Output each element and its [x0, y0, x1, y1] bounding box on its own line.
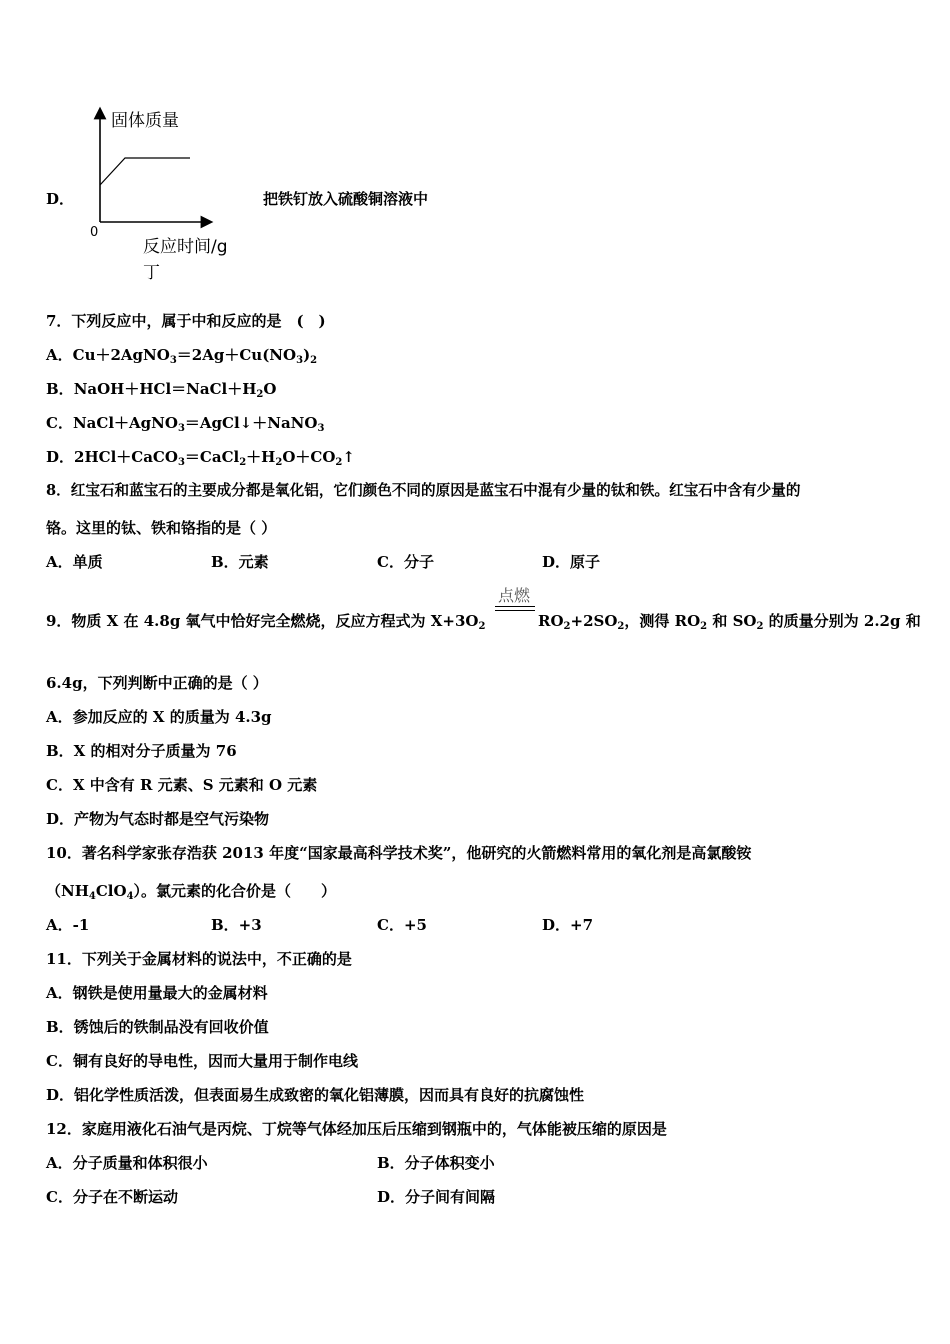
q7-option-c: C．NaCl＋AgNO$_3$＝AgCl↓＋NaNO$_3$ — [46, 414, 325, 434]
q8-stem-line1: 8．红宝石和蓝宝石的主要成分都是氧化铝，它们颜色不同的原因是蓝宝石中混有少量的钛和铁。红宝石中含有少量的 — [46, 482, 801, 499]
q12-option-a: A．分子质量和体积很小 — [46, 1154, 208, 1172]
q8-option-b: B．元素 — [211, 553, 269, 571]
q10-option-b: B．+3 — [211, 916, 262, 934]
q9-option-a: A．参加反应的 X 的质量为 4.3g — [46, 708, 272, 726]
q11-option-c: C．铜有良好的导电性，因而大量用于制作电线 — [46, 1052, 358, 1070]
q12-option-d: D．分子间有间隔 — [377, 1188, 496, 1206]
q10-stem-line1: 10．著名科学家张存浩获 2013 年度“国家最高科学技术奖”，他研究的火箭燃料常用的氧化剂是高氯酸铵 — [46, 844, 752, 862]
q9-stem-part1: 9．物质 X 在 4.8g 氧气中恰好完全燃烧，反应方程式为 $X+3O_2$ — [46, 612, 486, 632]
q10-option-d: D．+7 — [542, 916, 594, 934]
graph-x-label: 反应时间/g — [143, 237, 228, 257]
q10-option-a: A．-1 — [46, 916, 90, 934]
equals-line-bottom — [495, 610, 535, 611]
graph-curve — [100, 158, 190, 185]
q8-option-a: A．单质 — [46, 553, 103, 571]
q11-option-b: B．锈蚀后的铁制品没有回收价值 — [46, 1018, 269, 1036]
graph-origin: 0 — [90, 225, 99, 240]
solid-mass-graph — [85, 105, 245, 285]
q11-option-a: A．钢铁是使用量最大的金属材料 — [46, 984, 268, 1002]
q11-stem: 11．下列关于金属材料的说法中，不正确的是 — [46, 950, 352, 968]
q9-option-c: C．X 中含有 R 元素、S 元素和 O 元素 — [46, 776, 318, 794]
equals-line-top — [495, 606, 535, 607]
q7-stem: 7．下列反应中，属于中和反应的是 ( ) — [46, 312, 326, 330]
q8-option-d: D．原子 — [542, 553, 601, 571]
reaction-condition — [495, 583, 535, 619]
q11-option-d: D．铝化学性质活泼，但表面易生成致密的氧化铝薄膜，因而具有良好的抗腐蚀性 — [46, 1086, 585, 1104]
q8-option-c: C．分子 — [377, 553, 434, 571]
q9-stem-part2: $RO_2+2SO_2$，测得 $RO_2$ 和 $SO_2$ 的质量分别为 2.2g 和 — [538, 612, 921, 632]
q12-stem: 12．家庭用液化石油气是丙烷、丁烷等气体经加压后压缩到钢瓶中的，气体能被压缩的原因是 — [46, 1120, 667, 1138]
q6-option-d-text: 把铁钉放入硫酸铜溶液中 — [263, 190, 429, 208]
q9-stem-line2: 6.4g，下列判断中正确的是（ ） — [46, 674, 268, 692]
q12-option-c: C．分子在不断运动 — [46, 1188, 178, 1206]
q6-option-d-label: D． — [46, 190, 75, 208]
q9-option-b: B．X 的相对分子质量为 76 — [46, 742, 237, 760]
q7-option-d: D．$2HCl+CaCO_3=CaCl_2+H_2O+CO_2↑$ — [46, 448, 355, 468]
q8-stem-line2: 铬。这里的钛、铁和铬指的是（ ） — [46, 519, 277, 537]
graph-caption: 丁 — [143, 263, 160, 283]
q12-option-b: B．分子体积变小 — [377, 1154, 495, 1172]
q10-stem-line2: $(NH_4ClO_4)$。氯元素的化合价是（ ） — [46, 882, 337, 902]
q9-option-d: D．产物为气态时都是空气污染物 — [46, 810, 270, 828]
condition-label: 点燃 — [498, 586, 531, 605]
q7-option-b: B．$NaOH+HCl=NaCl+H_2O$ — [46, 380, 277, 400]
q10-option-c: C．+5 — [377, 916, 427, 934]
graph-y-label: 固体质量 — [111, 111, 179, 131]
q7-option-a: A．$Cu+2AgNO_3=2Ag+Cu(NO_3)_2$ — [46, 346, 318, 366]
